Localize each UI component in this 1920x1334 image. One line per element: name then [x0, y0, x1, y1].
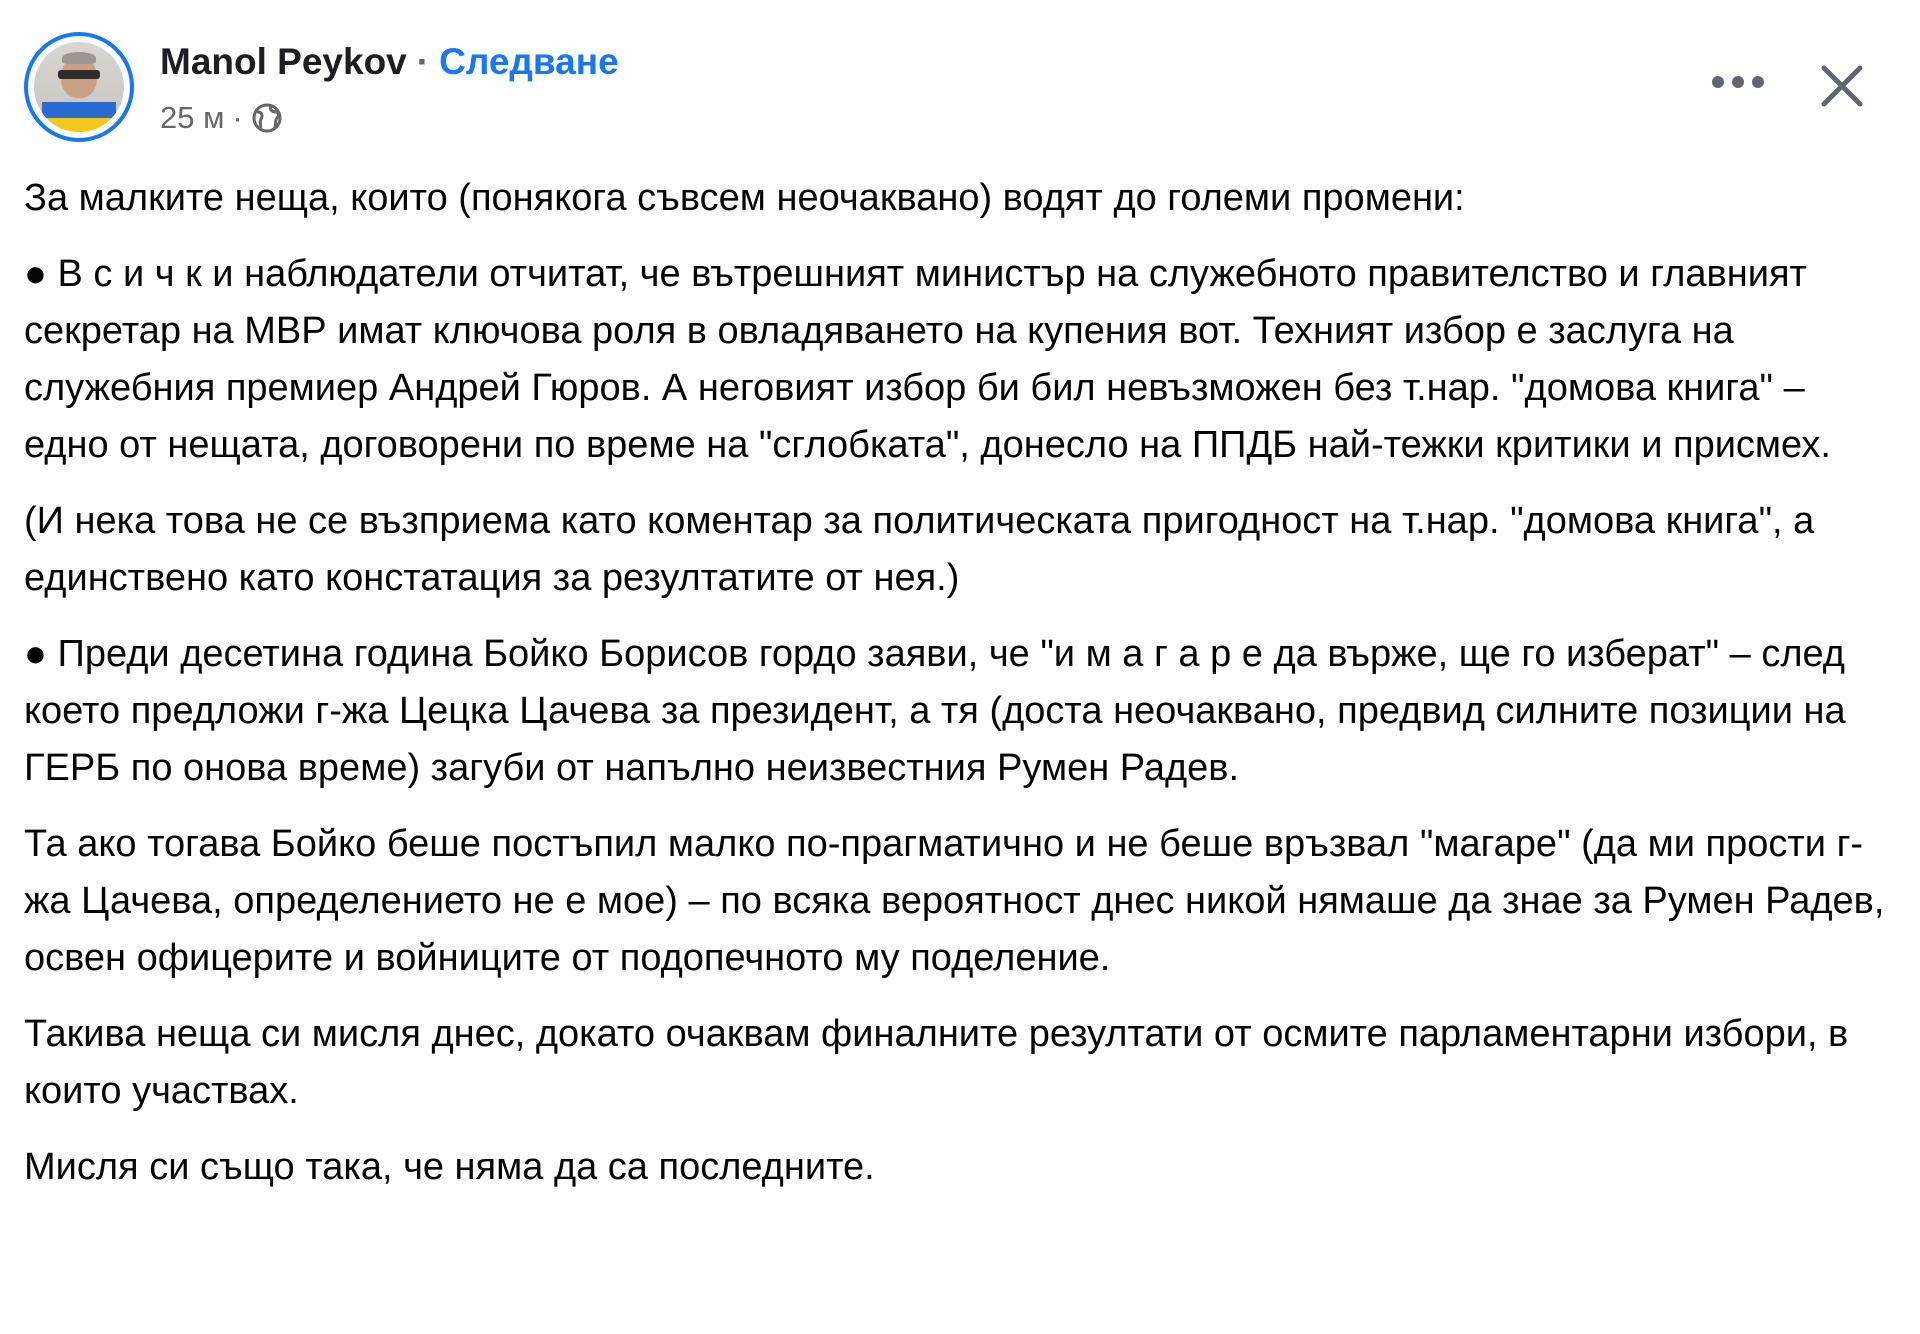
- post-paragraph: За малките неща, които (понякога съвсем неочаквано) водят до големи промени:: [24, 177, 1465, 219]
- avatar-shirt-yellow: [42, 118, 116, 132]
- close-icon: [1818, 62, 1866, 110]
- avatar-photo: [34, 42, 124, 132]
- author-name[interactable]: Manol Peykov: [160, 41, 407, 82]
- name-separator: ·: [416, 41, 430, 82]
- post-paragraph: Такива неща си мисля днес, докато очаквам финалните резултати от осмите парламентарни избори, в които участвах.: [24, 1013, 1849, 1112]
- author-name-row: [160, 36, 619, 88]
- globe-icon[interactable]: [251, 102, 283, 134]
- more-horizontal-icon: [1710, 74, 1766, 90]
- post-timestamp[interactable]: 25 м: [160, 100, 225, 135]
- avatar-hair: [62, 52, 96, 64]
- post-paragraph: (И нека това не се възприема като коментар за политическата пригодност на т.нар. "домова книга", а единствено като констатация за резултатите от нея.): [24, 500, 1815, 599]
- meta-separator: ·: [232, 100, 243, 135]
- follow-button[interactable]: Следване: [439, 41, 619, 82]
- close-button[interactable]: [1808, 52, 1876, 120]
- post-paragraph: Мисля си също така, че няма да са последните.: [24, 1146, 875, 1188]
- post-header: [0, 0, 1920, 160]
- post-meta: [160, 96, 283, 140]
- post-paragraph: Та ако тогава Бойко беше постъпил малко по-прагматично и не беше връзвал "магаре" (да ми прости г-жа Цачева, определението не е мое) – по всяка вероятност днес никой нямаше да знае за Румен Радев, освен офицерите и войниците от подопечното му поделение.: [24, 823, 1885, 979]
- more-options-button[interactable]: [1700, 52, 1776, 112]
- post-text: [24, 170, 1896, 1215]
- post-paragraph: ● В с и ч к и наблюдатели отчитат, че вътрешният министър на служебното правителство и главният секретар на МВР имат ключова роля в овладяването на купения вот. Техният избор е заслуга на служебния премиер Андрей Гюров. А неговият избор би бил невъзможен без т.нар. "домова книга" – едно от нещата, договорени по време на "сглобката", донесло на ППДБ най-тежки критики и присмех.: [24, 253, 1831, 466]
- post-paragraph: ● Преди десетина година Бойко Борисов гордо заяви, че "и м а г а р е да върже, ще го изберат" – след което предложи г-жа Цецка Цачева за президент, а тя (доста неочаквано, предвид силните позиции на ГЕРБ по онова време) загуби от напълно неизвестния Румен Радев.: [24, 633, 1846, 789]
- avatar-glasses: [58, 70, 100, 79]
- avatar-shirt-blue: [42, 102, 116, 118]
- author-avatar[interactable]: [24, 32, 134, 142]
